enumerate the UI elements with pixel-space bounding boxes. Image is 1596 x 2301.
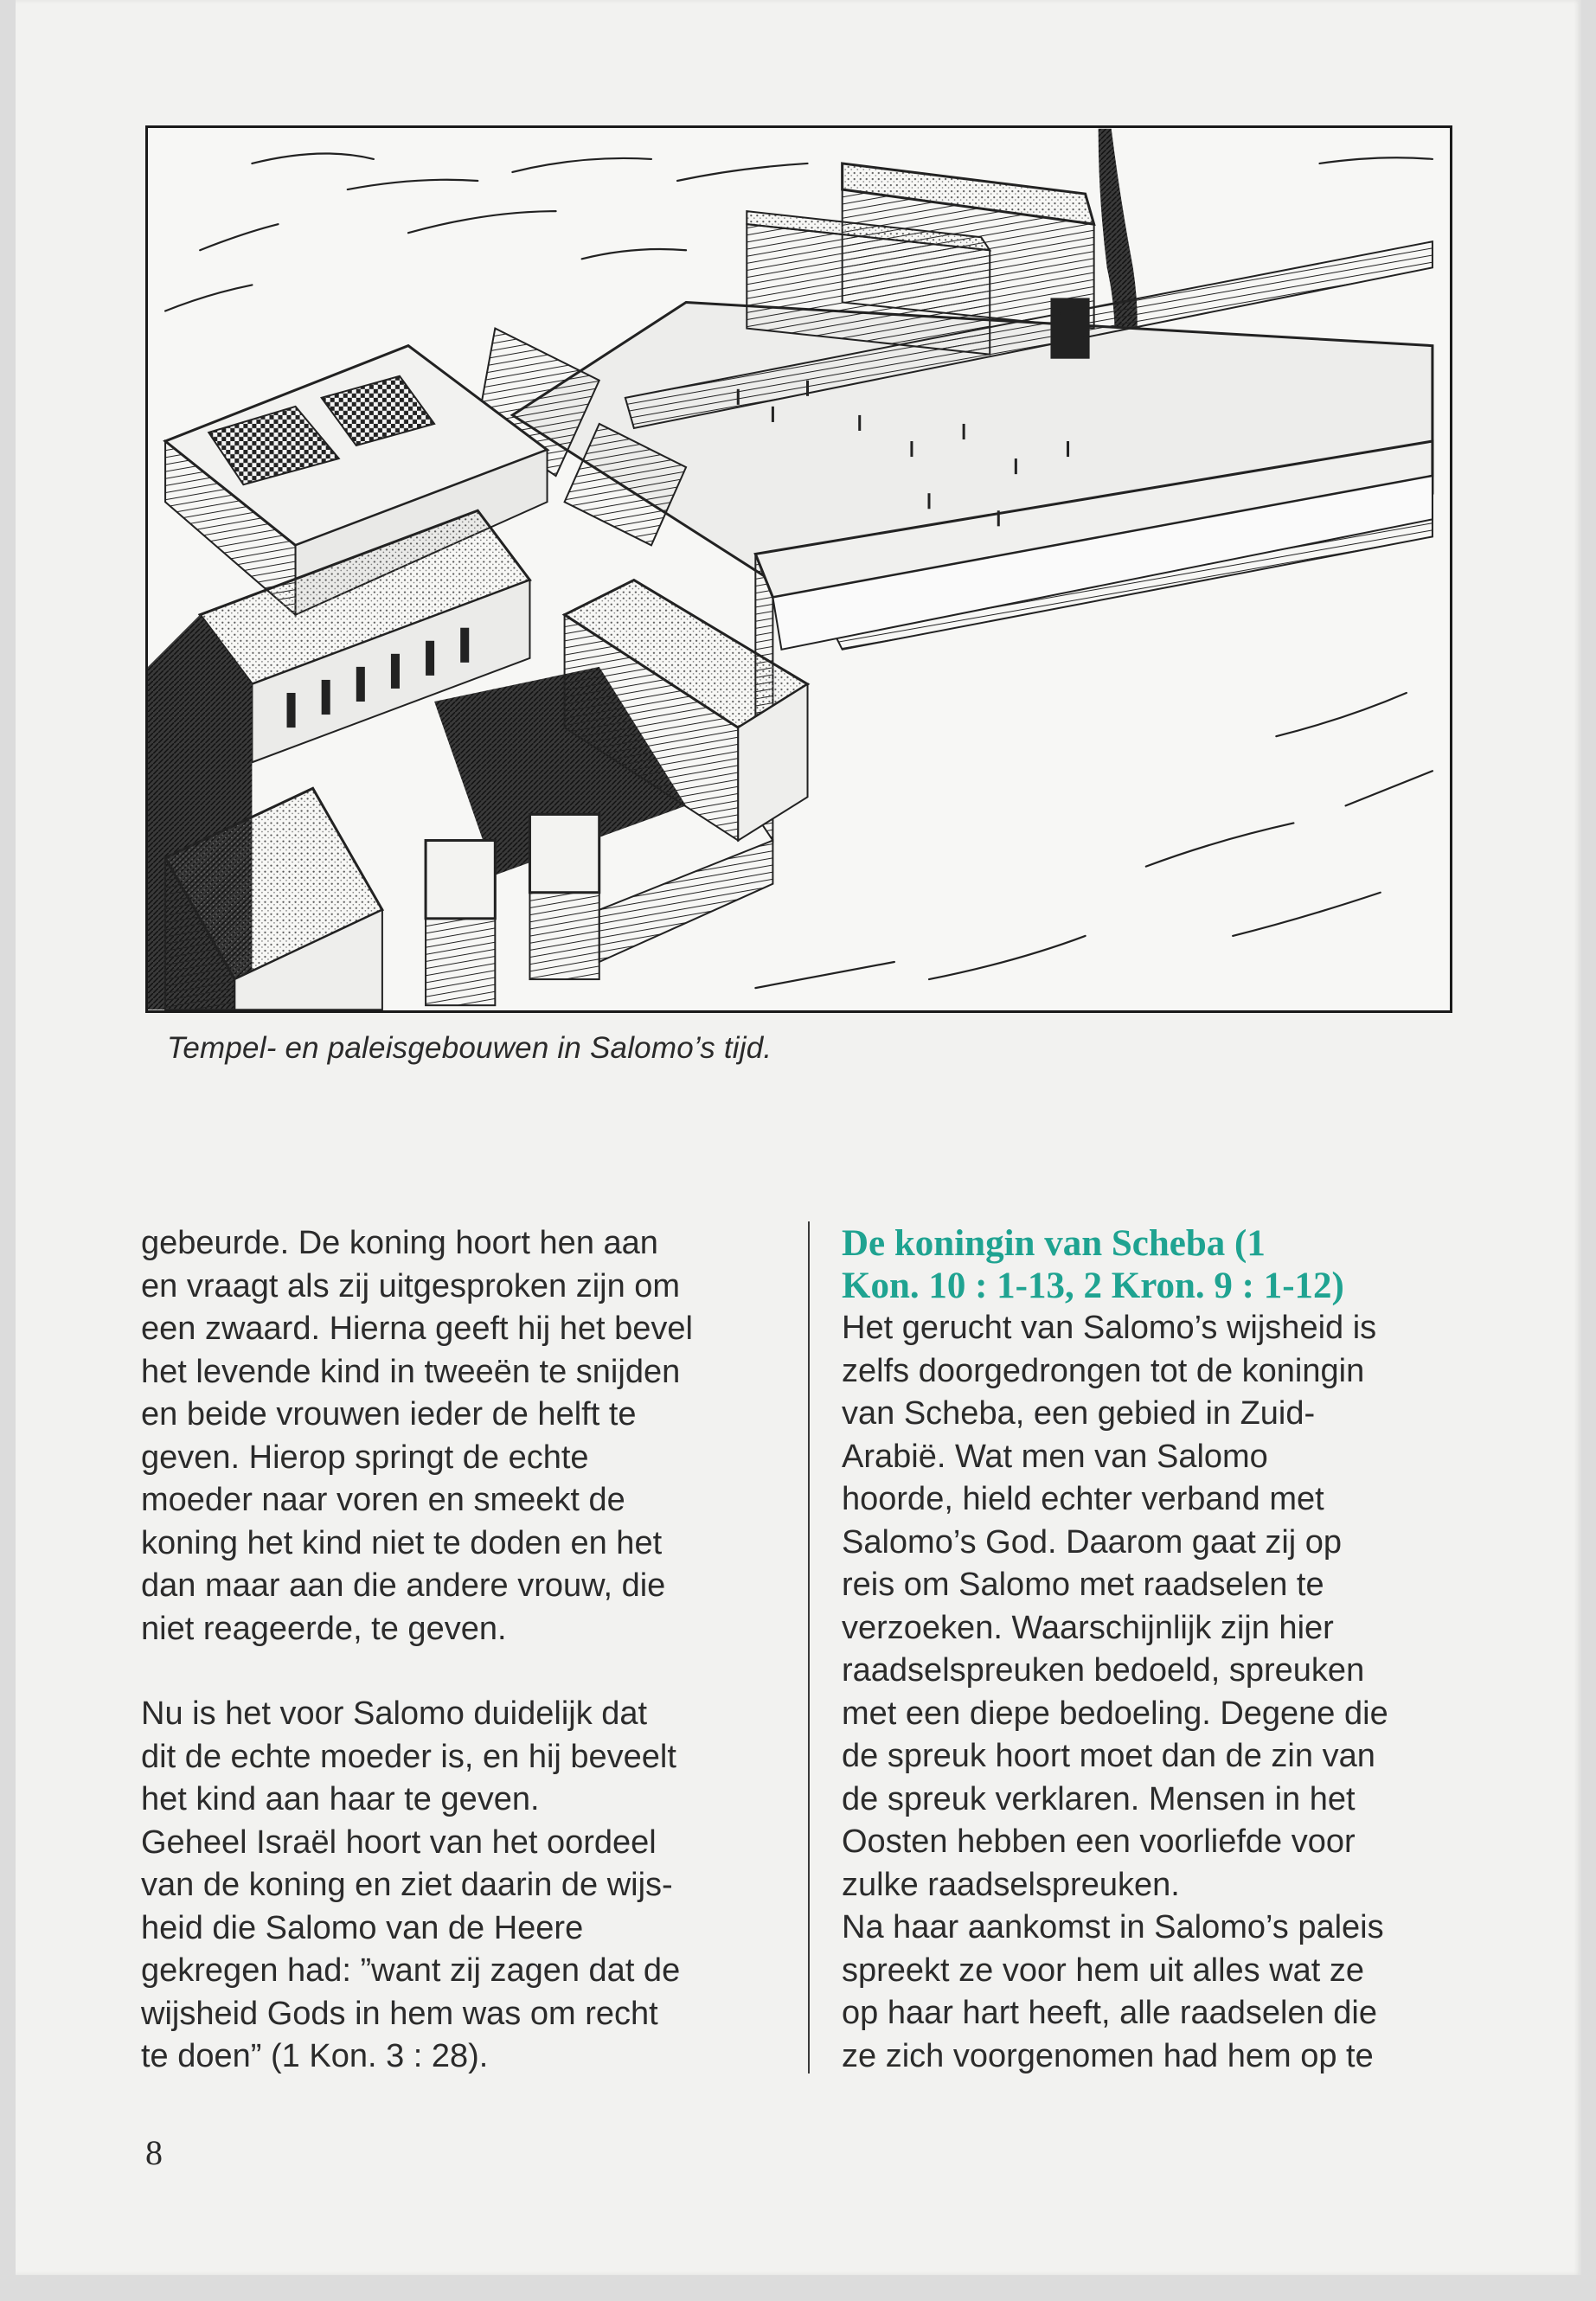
text-line: gebeurde. De koning hoort hen aan (141, 1225, 658, 1261)
text-line: Geheel Israël hoort van het oordeel (141, 1823, 657, 1861)
page-number: 8 (145, 2133, 163, 2172)
text-line: Het gerucht van Salomo’s wijsheid is (842, 1310, 1377, 1346)
paragraph-gap (141, 1650, 764, 1693)
paragraph-arrival (842, 1907, 1465, 2078)
text-line: ze zich voorgenomen had hem op te (842, 2037, 1374, 2074)
text-line: niet reageerde, te geven. (141, 1610, 507, 1647)
text-line: Salomo’s God. Daarom gaat zij op (842, 1523, 1343, 1561)
text-line: van de koning en ziet daarin de wijs- (141, 1867, 673, 1903)
text-line: geven. Hierop springt de echte (141, 1439, 589, 1476)
paragraph-true-mother (141, 1693, 764, 1822)
illustration-caption: Tempel- en paleisgebouwen in Salomo’s tijd. (167, 1031, 772, 1065)
text-line: dan maar aan die andere vrouw, die (141, 1567, 666, 1604)
text-line: Na haar aankomst in Salomo’s paleis (842, 1909, 1384, 1945)
text-line: zelfs doorgedrongen tot de koningin (842, 1352, 1365, 1389)
text-line: de spreuk verklaren. Mensen in het (842, 1780, 1356, 1817)
paragraph-queen-of-sheba (842, 1307, 1465, 1907)
text-line: raadselspreuken bedoeld, spreuken (842, 1652, 1365, 1689)
text-line: Oosten hebben een voorliefde voor (842, 1823, 1356, 1860)
text-line: heid die Salomo van de Heere (141, 1909, 584, 1946)
text-line: spreekt ze voor hem uit alles wat ze (842, 1952, 1365, 1989)
paragraph-wisdom (141, 1822, 764, 2079)
text-line: en vraagt als zij uitgesproken zijn om (141, 1267, 681, 1304)
book-page (16, 0, 1581, 2275)
text-line: Nu is het voor Salomo duidelijk dat (141, 1695, 648, 1732)
text-line: met een diepe bedoeling. Degene die (842, 1695, 1388, 1732)
text-line: zulke raadselspreuken. (842, 1866, 1180, 1903)
heading-line: De koningin van Scheba (1 (842, 1223, 1266, 1264)
temple-and-palace-illustration (145, 125, 1452, 1013)
text-line: wijsheid Gods in hem was om recht (141, 1995, 658, 2032)
paragraph-judgement (141, 1222, 764, 1650)
text-line: moeder naar voren en smeekt de (141, 1482, 625, 1518)
text-line: van Scheba, een gebied in Zuid- (842, 1395, 1316, 1432)
text-line: koning het kind niet te doden en het (141, 1524, 663, 1561)
illustration-drawing (148, 128, 1450, 1010)
column-divider (808, 1221, 810, 2073)
text-line: reis om Salomo met raadselen te (842, 1567, 1324, 1603)
text-line: gekregen had: ”want zij zagen dat de (141, 1952, 681, 1989)
heading-line: Kon. 10 : 1-13, 2 Kron. 9 : 1-12) (842, 1266, 1344, 1306)
text-line: te doen” (1 Kon. 3 : 28). (141, 2038, 489, 2074)
text-line: het kind aan haar te geven. (141, 1781, 540, 1817)
text-line: hoorde, hield echter verband met (842, 1481, 1324, 1517)
left-text-column (141, 1222, 764, 2079)
text-line: op haar hart heeft, alle raadselen die (842, 1995, 1377, 2031)
text-line: verzoeken. Waarschijnlijk zijn hier (842, 1609, 1334, 1646)
text-line: de spreuk hoort moet dan de zin van (842, 1738, 1375, 1774)
text-line: en beide vrouwen ieder de helft te (141, 1396, 637, 1433)
right-text-column (842, 1222, 1465, 2078)
section-heading (842, 1222, 1465, 1307)
text-line: het levende kind in tweeën te snijden (141, 1353, 681, 1390)
text-line: Arabië. Wat men van Salomo (842, 1438, 1268, 1475)
text-line: dit de echte moeder is, en hij beveelt (141, 1738, 676, 1775)
text-line: een zwaard. Hierna geeft hij het bevel (141, 1311, 693, 1347)
